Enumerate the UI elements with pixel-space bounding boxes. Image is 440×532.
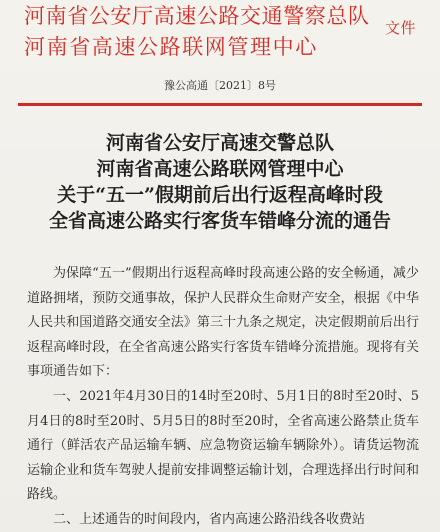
body-paragraph-intro: 为保障“五一”假期出行返程高峰时段高速公路的安全畅通，减少道路拥堵，预防交通事故，保护人民群众生命财产安全，根据《中华人民共和国道路交通安全法》第三十九条之规定，决定假期前后出行返程高峰时段，在全省高速公路实行客货车错峰分流措施。现将有关事项通告如下：: [27, 266, 419, 380]
masthead: [0, 0, 440, 64]
masthead-doc-type: 文件: [385, 19, 417, 37]
body-paragraph-item-1: 一、2021年4月30日的14时至20时、5月1日的8时至20时、5月4日的8时至20时、5月5日的8时至20时，全省高速公路禁止货车通行（鲜活农产品运输车辆、应急物资运输车辆除外）。请货运物流运输企业和货车驾驶人提前安排调整运输计划，合理选择出行时间和路线。: [27, 388, 419, 503]
masthead-org-line-2: 河南省高速公路联网管理中心: [24, 35, 318, 59]
notice-title-line-1: 河南省公安厅高速交警总队: [105, 132, 334, 154]
notice-title-line-4: 全省高速公路实行客货车错峰分流的通告: [48, 210, 391, 232]
document-number: 豫公高通〔2021〕8号: [164, 79, 276, 92]
notice-title: [0, 130, 440, 234]
notice-body: [27, 262, 419, 532]
notice-title-line-2: 河南省高速公路联网管理中心: [96, 158, 344, 180]
red-divider-rule: [18, 103, 422, 106]
notice-title-line-3: 关于“五一”假期前后出行返程高峰时段: [57, 184, 383, 206]
masthead-org-line-1: 河南省公安厅高速公路交通警察总队: [24, 4, 370, 28]
body-paragraph-item-2: 二、上述通告的时间段内，省内高速公路沿线各收费站: [53, 511, 366, 527]
